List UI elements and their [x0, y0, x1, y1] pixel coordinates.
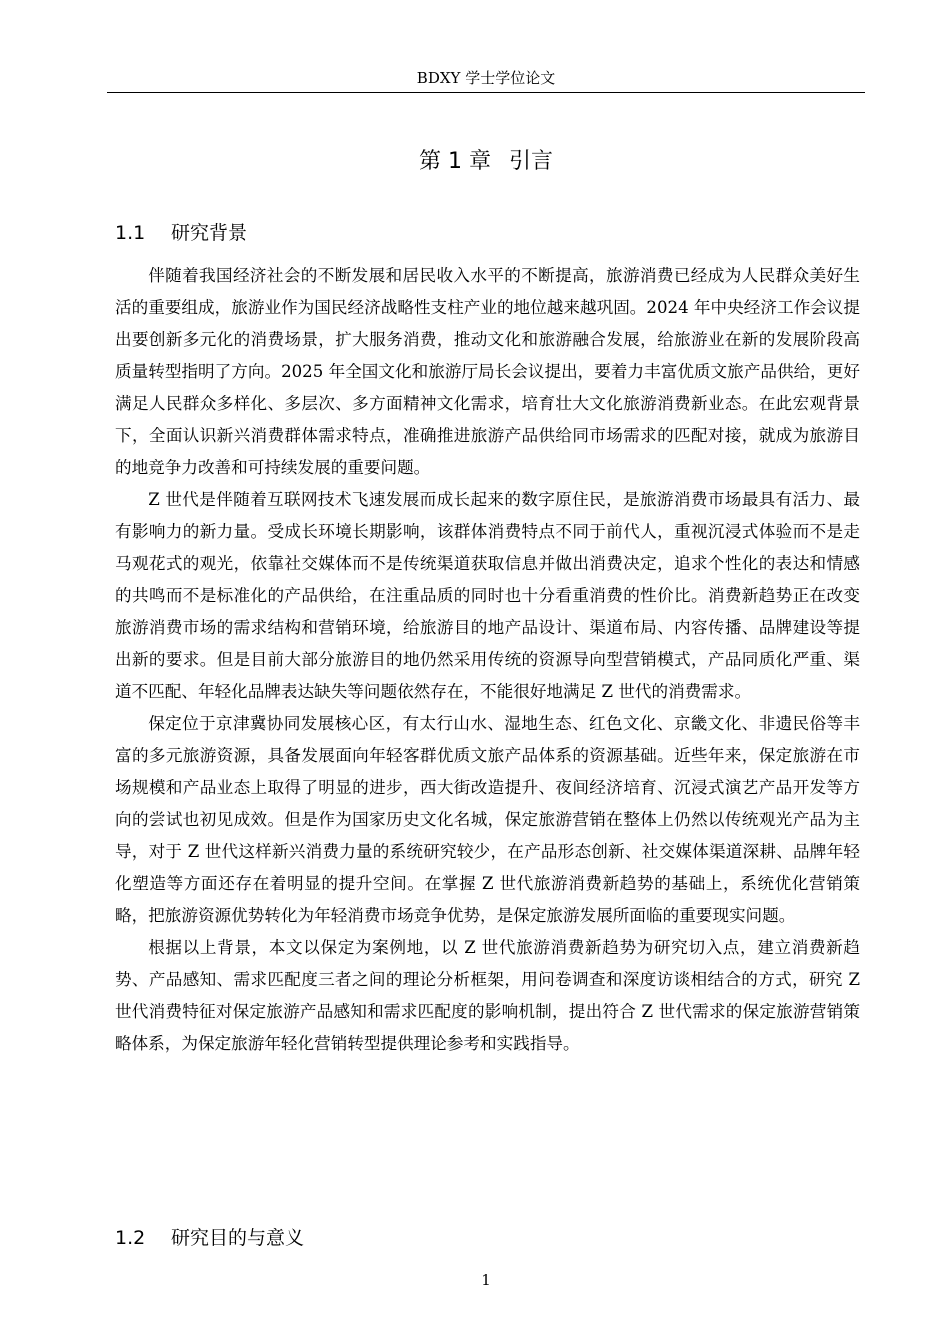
page-header	[107, 68, 865, 92]
chapter-heading: 引言	[508, 149, 553, 174]
header-title: BDXY 学士学位论文	[416, 69, 556, 87]
section-title-text: 研究目的与意义	[171, 1227, 305, 1249]
section-number: 1.1	[115, 222, 146, 244]
section-heading-1-2	[115, 1225, 304, 1251]
page-number-text: 1	[481, 1271, 491, 1289]
section-number: 1.2	[115, 1227, 146, 1249]
paragraph: 保定位于京津冀协同发展核心区，有太行山水、湿地生态、红色文化、京畿文化、非遗民俗等丰富的多元旅游资源，具备发展面向年轻客群优质文旅产品体系的资源基础。近些年来，保定旅游在市场规模和产品业态上取得了明显的进步，西大街改造提升、夜间经济培育、沉浸式演艺产品开发等方向的尝试也初见成效。但是作为国家历史文化名城，保定旅游营销在整体上仍然以传统观光产品为主导，对于 Z 世代这样新兴消费力量的系统研究较少，在产品形态创新、社交媒体渠道深耕、品牌年轻化塑造等方面还存在着明显的提升空间。在掌握 Z 世代旅游消费新趋势的基础上，系统优化营销策略，把旅游资源优势转化为年轻消费市场竞争优势，是保定旅游发展所面临的重要现实问题。	[115, 714, 860, 925]
paragraph: 伴随着我国经济社会的不断发展和居民收入水平的不断提高，旅游消费已经成为人民群众美好生活的重要组成，旅游业作为国民经济战略性支柱产业的地位越来越巩固。2024 年中央经济工作会议提出要创新多元化的消费场景，扩大服务消费，推动文化和旅游融合发展，给旅游业在新的发展阶段高质量转型指明了方向。2025 年全国文化和旅游厅局长会议提出，要着力丰富优质文旅产品供给，更好满足人民群众多样化、多层次、多方面精神文化需求，培育壮大文化旅游消费新业态。在此宏观背景下，全面认识新兴消费群体需求特点，准确推进旅游产品供给同市场需求的匹配对接，就成为旅游目的地竞争力改善和可持续发展的重要问题。	[115, 266, 860, 477]
header-rule	[107, 92, 865, 93]
paragraph: 根据以上背景，本文以保定为案例地，以 Z 世代旅游消费新趋势为研究切入点，建立消费新趋势、产品感知、需求匹配度三者之间的理论分析框架，用问卷调查和深度访谈相结合的方式，研究 Z 世代消费特征对保定旅游产品感知和需求匹配度的影响机制，提出符合 Z 世代需求的保定旅游营销策略体系，为保定旅游年轻化营销转型提供理论参考和实践指导。	[115, 938, 860, 1053]
chapter-title	[107, 147, 865, 177]
section-heading-1-1	[115, 220, 247, 246]
page-number	[107, 1270, 865, 1290]
chapter-number: 第 1 章	[419, 149, 491, 174]
paragraph: Z 世代是伴随着互联网技术飞速发展而成长起来的数字原住民，是旅游消费市场最具有活力、最有影响力的新力量。受成长环境长期影响，该群体消费特点不同于前代人，重视沉浸式体验而不是走马观花式的观光，依靠社交媒体而不是传统渠道获取信息并做出消费决定，追求个性化的表达和情感的共鸣而不是标准化的产品供给，在注重品质的同时也十分看重消费的性价比。消费新趋势正在改变旅游消费市场的需求结构和营销环境，给旅游目的地产品设计、渠道布局、内容传播、品牌建设等提出新的要求。但是目前大部分旅游目的地仍然采用传统的资源导向型营销模式，产品同质化严重、渠道不匹配、年轻化品牌表达缺失等问题依然存在，不能很好地满足 Z 世代的消费需求。	[115, 490, 860, 701]
section-title-text: 研究背景	[171, 222, 248, 244]
section-body	[115, 260, 860, 1060]
